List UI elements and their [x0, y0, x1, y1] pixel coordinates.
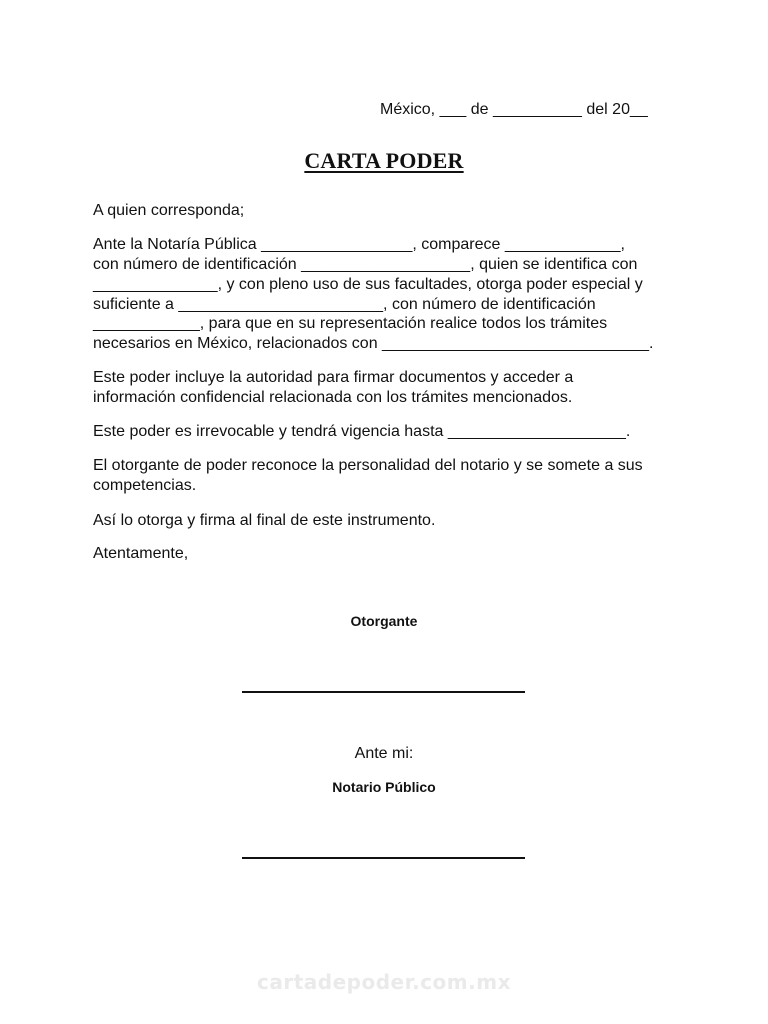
paragraph-line: suficiente a _______________________, con número de identificación [93, 296, 596, 313]
paragraph-line: Ante la Notaría Pública _________________, comparece _____________, [93, 236, 625, 253]
notary-label: Notario Público [332, 779, 436, 795]
grantor-signature-line [242, 691, 525, 693]
paragraph-line: información confidencial relacionada con los trámites mencionados. [93, 389, 573, 406]
paragraph-line: Este poder incluye la autoridad para firmar documentos y acceder a [93, 369, 574, 386]
before-me-label: Ante mi: [354, 745, 414, 762]
paragraph-validity: Este poder es irrevocable y tendrá vigencia hasta ____________________. [93, 423, 631, 440]
closing: Atentamente, [93, 545, 189, 562]
paragraph-line: competencias. [93, 477, 197, 494]
paragraph-line: ______________, y con pleno uso de sus facultades, otorga poder especial y [93, 276, 643, 293]
grantor-label: Otorgante [350, 613, 418, 629]
date-line: México, ___ de __________ del 20__ [380, 101, 648, 118]
notary-signature-line [242, 857, 525, 859]
paragraph-line: con número de identificación ___________________, quien se identifica con [93, 256, 638, 273]
paragraph-line: El otorgante de poder reconoce la personalidad del notario y se somete a sus [93, 457, 643, 474]
paragraph-line: ____________, para que en su representación realice todos los trámites [93, 315, 608, 332]
watermark: cartadepoder.com.mx [257, 970, 511, 994]
paragraph-signature-statement: Así lo otorga y firma al final de este instrumento. [93, 512, 436, 529]
document-title: CARTA PODER [304, 148, 464, 173]
greeting: A quien corresponda; [93, 202, 245, 219]
paragraph-line: necesarios en México, relacionados con ______________________________. [93, 335, 654, 352]
